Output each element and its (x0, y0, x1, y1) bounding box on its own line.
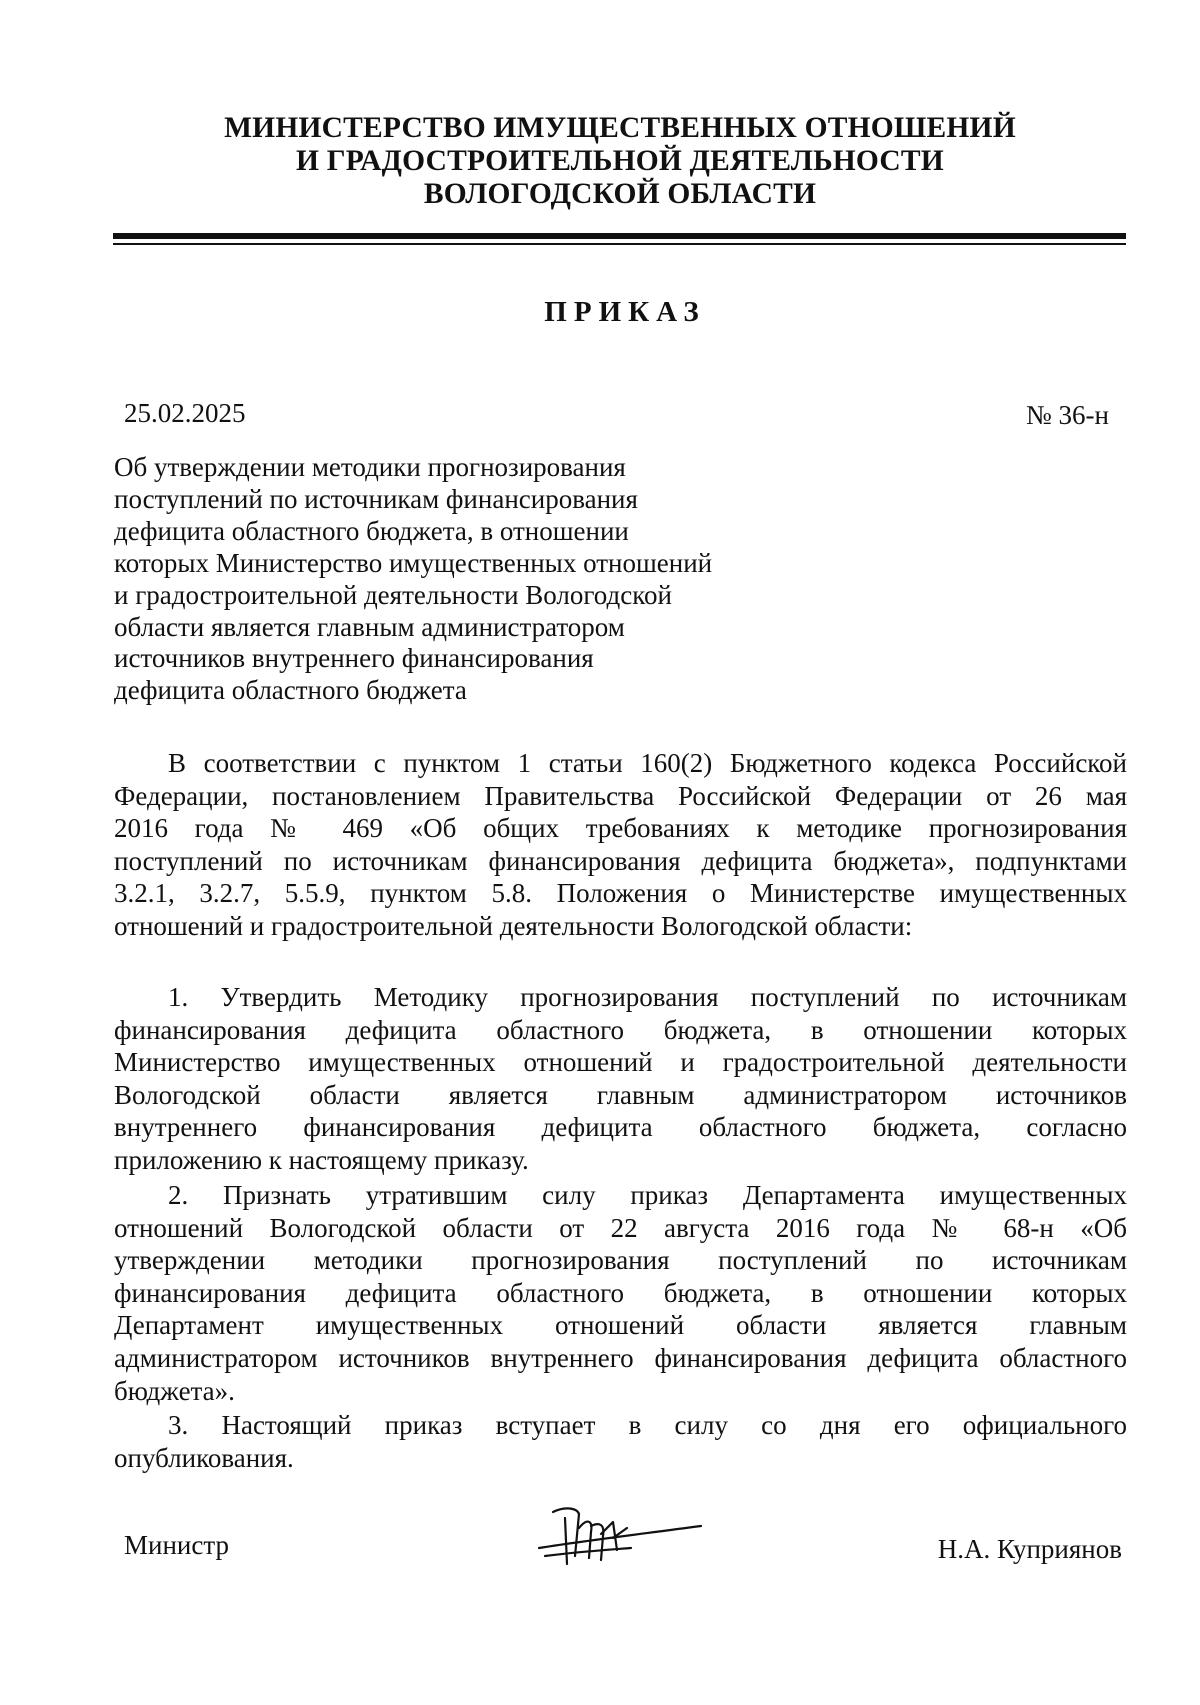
item-line: внутреннего финансирования дефицита областного бюджета, согласно (114, 1112, 1127, 1143)
header-divider-thick (113, 233, 1126, 239)
document-type: ПРИКАЗ (544, 296, 706, 328)
item-line: опубликования. (114, 1442, 294, 1473)
item-line: Министерство имущественных отношений и градостроительной деятельности (114, 1047, 1127, 1078)
item-line: отношений Вологодской области от 22 августа 2016 года № 68-н «Об (114, 1212, 1127, 1243)
preamble-line: 2016 года № 469 «Об общих требованиях к методике прогнозирования (114, 813, 1127, 844)
item-line: бюджета». (114, 1375, 235, 1406)
document-date: 25.02.2025 (124, 398, 246, 428)
document-number: № 36-н (1026, 400, 1109, 430)
item-line: утверждении методики прогнозирования поступлений по источникам (114, 1245, 1127, 1276)
org-name-line-2: И ГРАДОСТРОИТЕЛЬНОЙ ДЕЯТЕЛЬНОСТИ (296, 145, 944, 177)
title-line: которых Министерство имущественных отношений (114, 547, 713, 578)
document-title (114, 452, 834, 707)
order-item-3 (114, 1409, 1127, 1474)
item-line: Департамент имущественных отношений области является главным (114, 1310, 1127, 1341)
header-divider-thin (113, 243, 1126, 245)
item-line: Вологодской области является главным администратором источников (114, 1079, 1127, 1110)
order-item-1 (114, 981, 1127, 1177)
signatory-name: Н.А. Куприянов (937, 1534, 1122, 1564)
title-line: Об утверждении методики прогнозирования (114, 452, 626, 482)
item-line: 1. Утвердить Методику прогнозирования поступлений по источникам (168, 982, 1127, 1012)
preamble-line: В соответствии с пунктом 1 статьи 160(2) Бюджетного кодекса Российской (168, 748, 1127, 778)
document-header (0, 112, 1200, 211)
title-line: дефицита областного бюджета, в отношении (114, 515, 629, 546)
preamble-line: поступлений по источникам финансирования дефицита бюджета», подпунктами (114, 845, 1127, 876)
preamble-paragraph (114, 747, 1127, 943)
preamble-line: Федерации, постановлением Правительства Российской Федерации от 26 мая (114, 780, 1127, 811)
title-line: области является главным администратором (114, 611, 625, 642)
org-name-line-3: ВОЛОГОДСКОЙ ОБЛАСТИ (423, 178, 817, 210)
item-line: 3. Настоящий приказ вступает в силу со дня его официального (168, 1410, 1127, 1440)
preamble-line: отношений и градостроительной деятельности Вологодской области: (114, 910, 913, 941)
handwritten-signature (535, 1498, 705, 1573)
title-line: источников внутреннего финансирования (114, 643, 594, 674)
item-line: финансирования дефицита областного бюджета, в отношении которых (114, 1014, 1127, 1045)
order-item-2 (114, 1179, 1127, 1407)
signatory-position: Министр (124, 1530, 229, 1560)
title-line: дефицита областного бюджета (114, 675, 467, 706)
preamble-line: 3.2.1, 3.2.7, 5.5.9, пунктом 5.8. Положения о Министерстве имущественных (114, 878, 1127, 909)
item-line: приложению к настоящему приказу. (114, 1144, 529, 1175)
item-line: администратором источников внутреннего финансирования дефицита областного (114, 1342, 1127, 1373)
title-line: и градостроительной деятельности Вологодской (114, 579, 672, 610)
title-line: поступлений по источникам финансирования (114, 483, 638, 514)
org-name-line-1: МИНИСТЕРСТВО ИМУЩЕСТВЕННЫХ ОТНОШЕНИЙ (224, 112, 1016, 144)
item-line: 2. Признать утратившим силу приказ Департамента имущественных (168, 1180, 1127, 1210)
item-line: финансирования дефицита областного бюджета, в отношении которых (114, 1277, 1127, 1308)
